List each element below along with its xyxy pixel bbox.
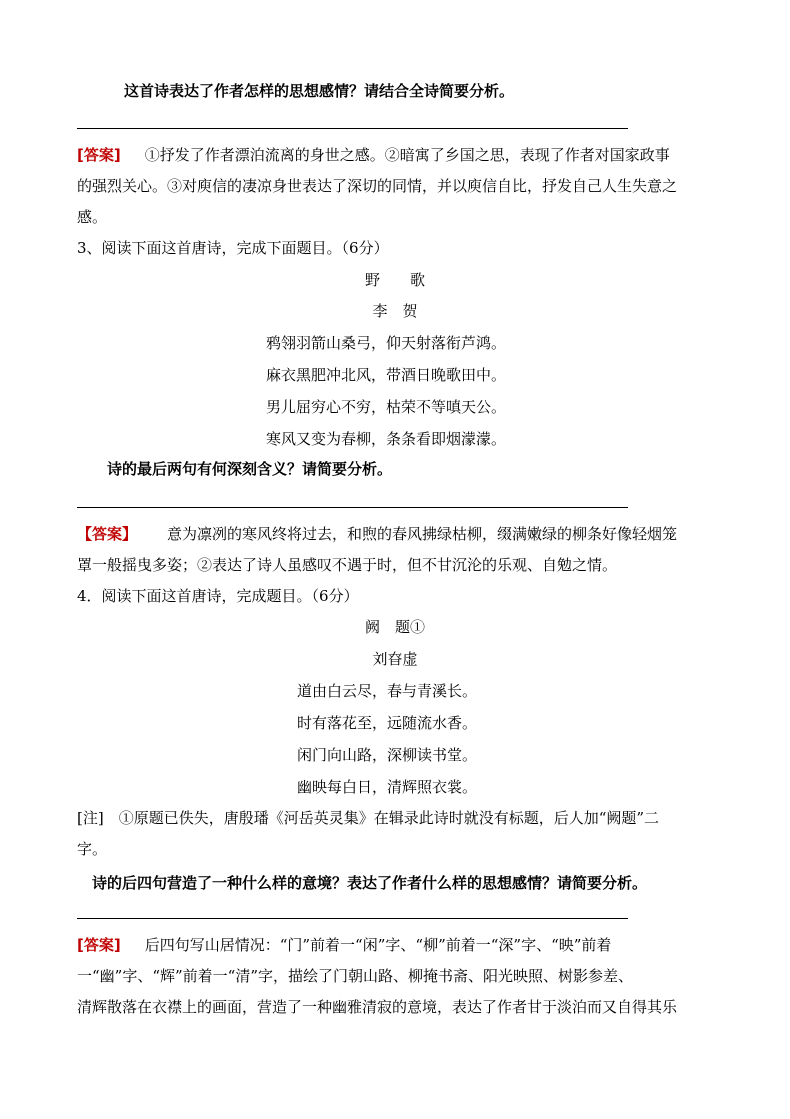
q4-poem-line: 幽映每白日，清辉照衣裳。 (297, 778, 478, 796)
q2-answer-line2: 的强烈关心。③对庾信的凄凉身世表达了深切的同情，并以庾信自比，抒发自己人生失意之 (77, 177, 678, 195)
q3-poem-line: 男儿屈穷心不穷，枯荣不等嗔天公。 (266, 398, 507, 416)
q4-poem-line: 闲门向山路，深柳读书堂。 (297, 746, 478, 764)
answer-text: ①抒发了作者漂泊流离的身世之感。②暗寓了乡国之思，表现了作者对国家政事 (144, 146, 670, 164)
q2-answer-line1 (77, 144, 670, 166)
q3-poem-line: 寒风又变为春柳，条条看即烟濛濛。 (266, 430, 507, 448)
q4-heading: 4．阅读下面这首唐诗，完成题目。（6分） (77, 587, 359, 605)
q3-question: 诗的最后两句有何深刻含义？请简要分析。 (107, 460, 393, 478)
q4-answer-line3: 清辉散落在衣襟上的画面，营造了一种幽雅清寂的意境，表达了作者甘于淡泊而又自得其乐 (77, 998, 678, 1016)
q4-poem-line: 道由白云尽，春与青溪长。 (297, 682, 478, 700)
answer-text: 后四句写山居情况：“门”前着一“闲”字、“柳”前着一“深”字、“映”前着 (144, 936, 612, 954)
q3-poem-line: 麻衣黑肥冲北风，带酒日晚歌田中。 (266, 366, 507, 384)
q3-heading: 3、阅读下面这首唐诗，完成下面题目。（6分） (77, 239, 389, 257)
q3-poem-author: 李 贺 (372, 302, 418, 320)
q2-answer-line3: 感。 (77, 208, 108, 226)
q3-poem-title: 野 歌 (364, 271, 425, 289)
q3-answer-line1 (77, 523, 677, 545)
answer-line-divider (77, 918, 628, 919)
q4-answer-line1 (77, 934, 611, 956)
answer-line-divider (77, 507, 628, 508)
q4-poem-author: 刘昚虚 (372, 650, 418, 668)
answer-tag: [答案] (77, 146, 121, 164)
q4-poem-title: 阙 题① (364, 618, 425, 636)
answer-text: 意为凛冽的寒风终将过去，和煦的春风拂绿枯柳，缀满嫩绿的柳条好像轻烟笼 (167, 525, 678, 543)
q3-answer-line2: 罩一般摇曳多姿；②表达了诗人虽感叹不遇于时，但不甘沉沦的乐观、自勉之情。 (77, 556, 618, 574)
q3-poem-line: 鸦翎羽箭山桑弓，仰天射落衔芦鸿。 (266, 334, 507, 352)
q4-note-line1: [注] ①原题已佚失，唐殷璠《河岳英灵集》在辑录此诗时就没有标题，后人加“阙题”二 (77, 809, 660, 827)
answer-line-divider (77, 128, 628, 129)
q2-question: 这首诗表达了作者怎样的思想感情？请结合全诗简要分析。 (124, 82, 515, 100)
answer-tag: 【答案】 (77, 525, 138, 543)
q4-question: 诗的后四句营造了一种什么样的意境？表达了作者什么样的思想感情？请简要分析。 (92, 874, 648, 892)
q4-note-line2: 字。 (77, 840, 108, 858)
q4-answer-line2: 一“幽”字、“辉”前着一“清”字，描绘了门朝山路、柳掩书斋、阳光映照、树影参差、 (77, 967, 634, 985)
q4-poem-line: 时有落花至，远随流水香。 (297, 714, 478, 732)
answer-tag: [答案] (77, 936, 121, 954)
